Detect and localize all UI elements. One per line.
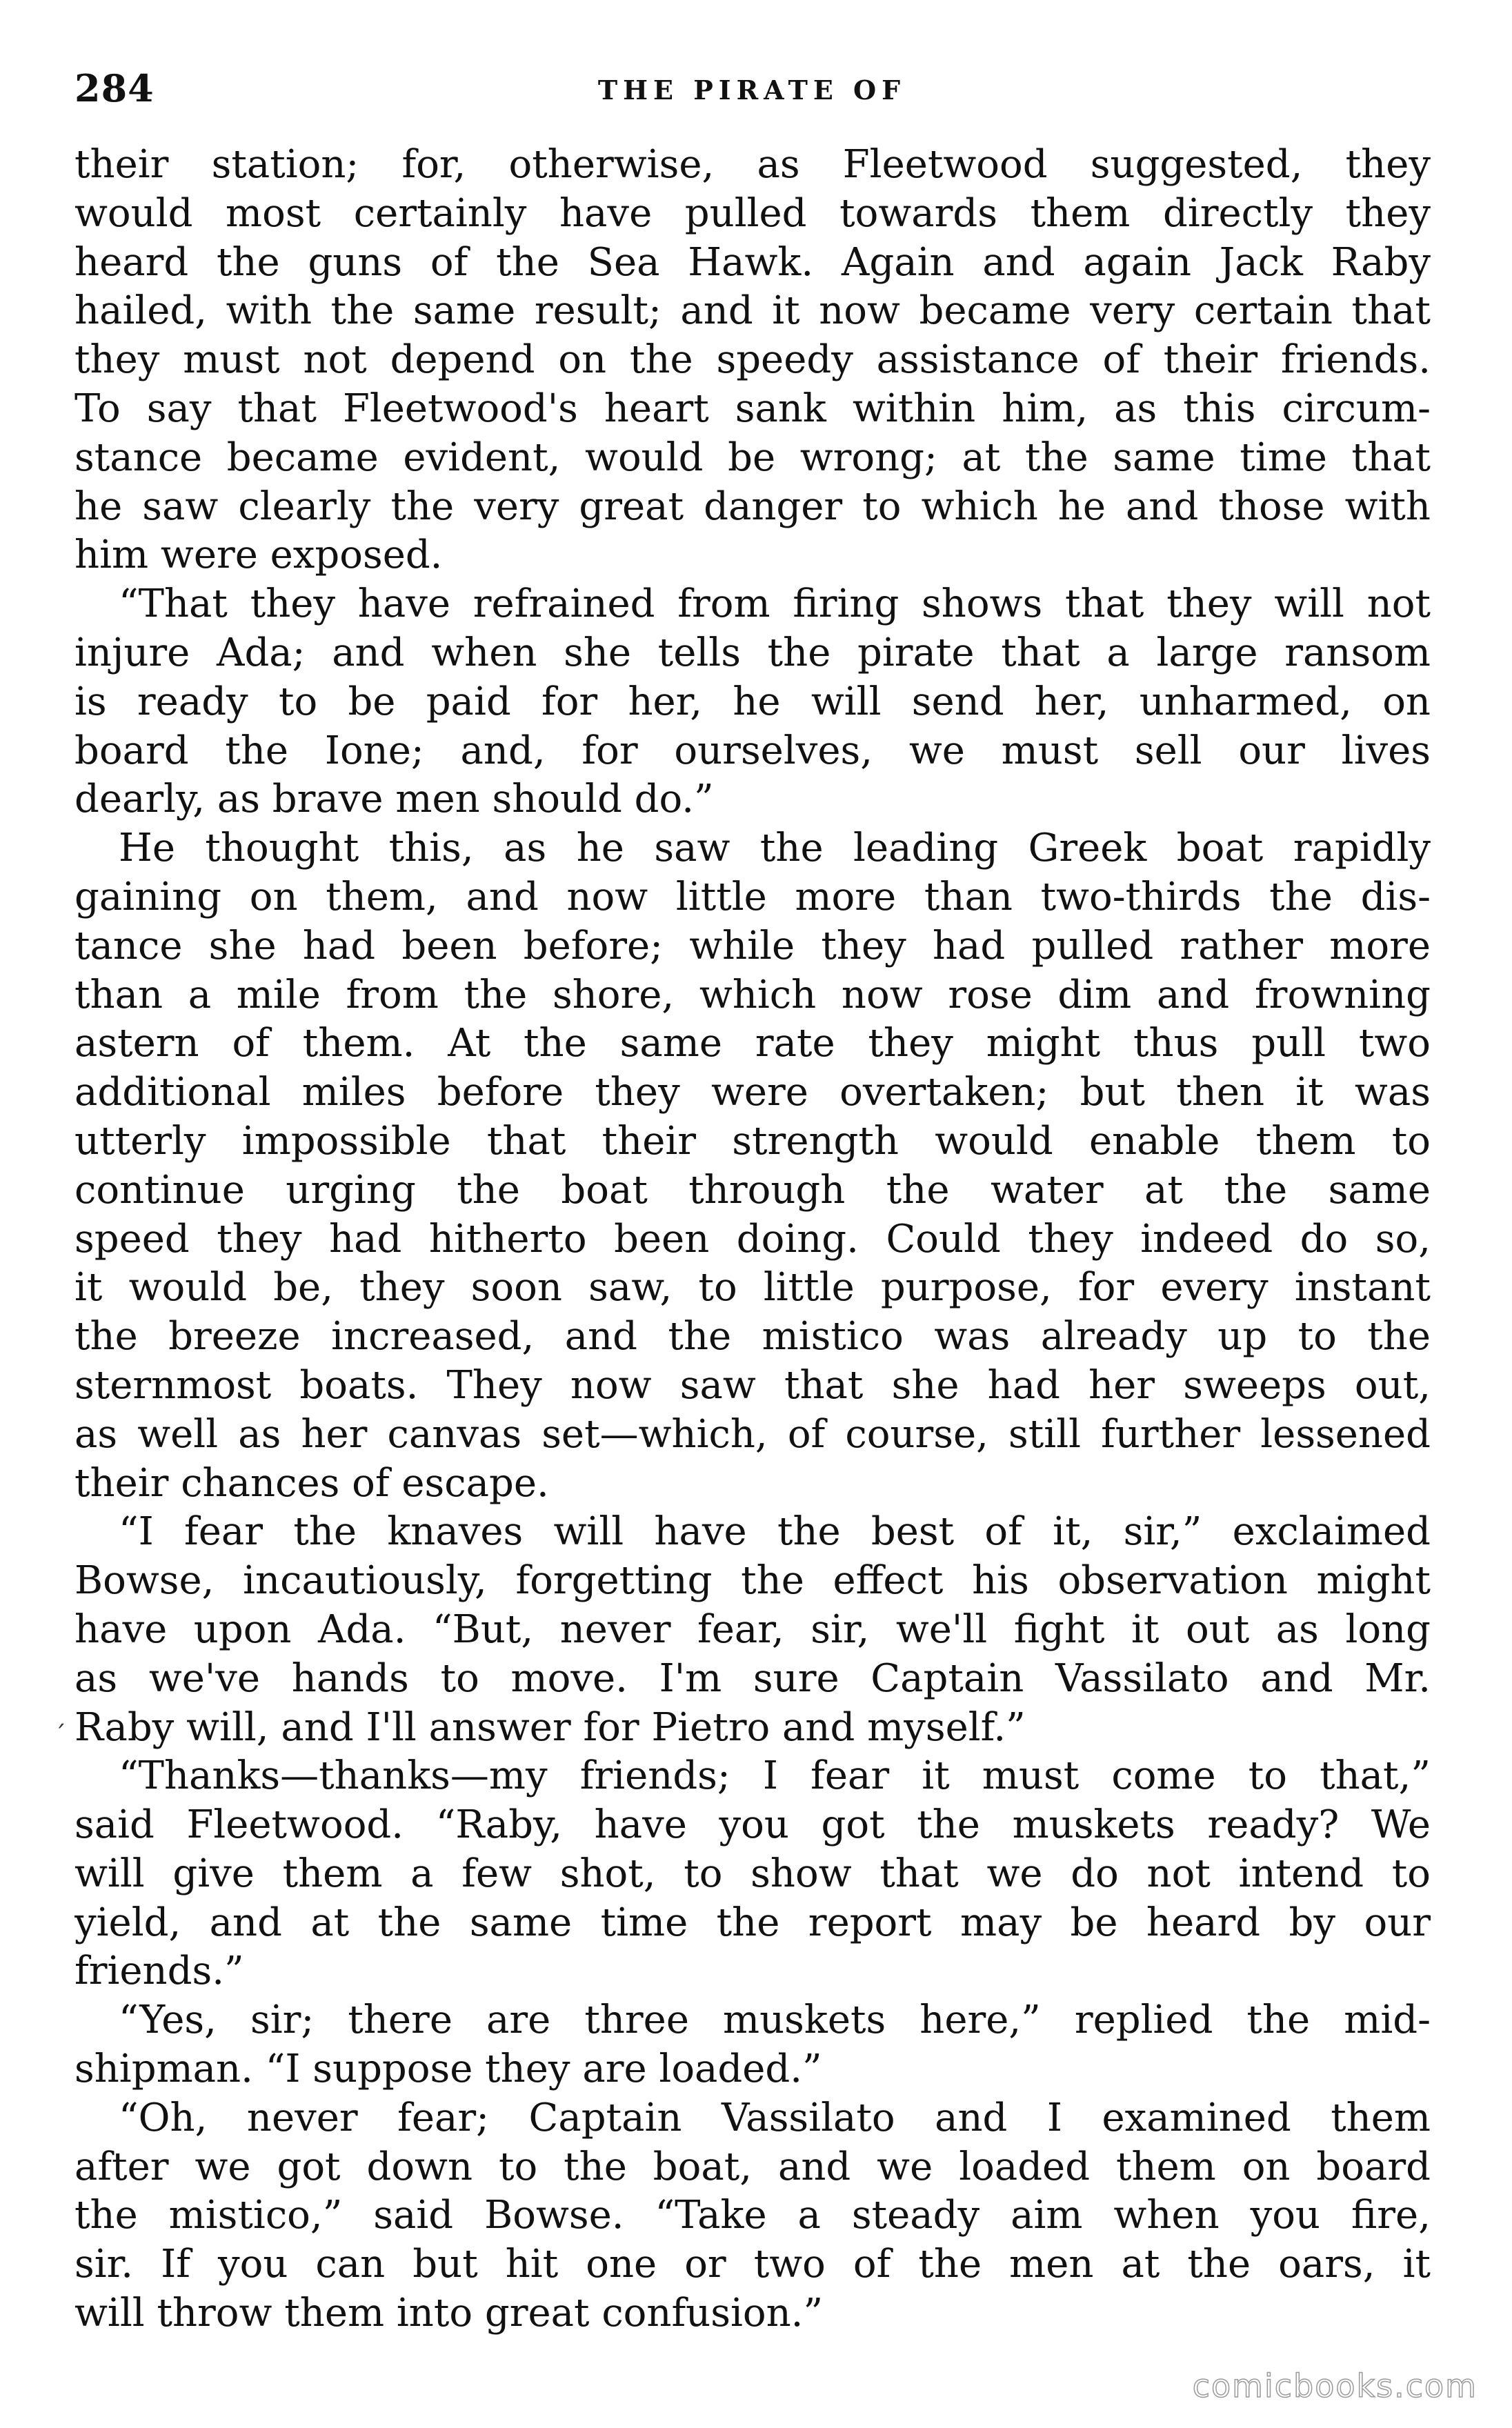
text-line: Bowse, incautiously, forgetting the effect his observation might [74, 1558, 1431, 1604]
text-line: is ready to be paid for her, he will send her, unharmed, on [74, 679, 1431, 724]
text-line: than a mile from the shore, which now rose dim and frowning [74, 972, 1431, 1017]
text-line: they must not depend on the speedy assistance of their friends. [74, 337, 1431, 383]
text-line: injure Ada; and when she tells the pirate that a large ransom [74, 630, 1431, 675]
watermark: comicbooks.com [1192, 2367, 1478, 2405]
text-line: he saw clearly the very great danger to which he and those with [74, 484, 1431, 529]
text-line: the mistico,” said Bowse. “Take a steady aim when you fire, [74, 2193, 1431, 2238]
text-line: their chances of escape. [74, 1460, 549, 1506]
text-line: stance became evident, would be wrong; at the same time that [74, 435, 1431, 480]
margin-mark: ˊ [54, 1722, 66, 1750]
text-line: yield, and at the same time the report may be heard by our [74, 1900, 1431, 1945]
running-head: THE PIRATE OF [597, 74, 906, 106]
text-line: have upon Ada. “But, never fear, sir, we'll fight it out as long [74, 1606, 1431, 1652]
text-line: “That they have refrained from firing shows that they will not [119, 581, 1431, 627]
body-text [74, 141, 1431, 2338]
text-line: him were exposed. [74, 533, 443, 578]
text-line: Raby will, and I'll answer for Pietro and myself.” [74, 1704, 1026, 1750]
text-line: continue urging the boat through the water at the same [74, 1167, 1431, 1213]
text-line: will give them a few shot, to show that we do not intend to [74, 1851, 1431, 1896]
page-number: 284 [74, 66, 155, 110]
text-line: will throw them into great confusion.” [74, 2291, 824, 2336]
text-line: gaining on them, and now little more than two-thirds the dis- [74, 874, 1431, 919]
text-line: their station; for, otherwise, as Fleetwood suggested, they [74, 142, 1431, 187]
text-line: speed they had hitherto been doing. Could they indeed do so, [74, 1216, 1431, 1262]
text-line: additional miles before they were overtaken; but then it was [74, 1070, 1431, 1115]
text-line: hailed, with the same result; and it now became very certain that [74, 288, 1431, 334]
text-line: He thought this, as he saw the leading Greek boat rapidly [119, 826, 1431, 871]
text-line: utterly impossible that their strength would enable them to [74, 1118, 1431, 1164]
text-line: sir. If you can but hit one or two of the men at the oars, it [74, 2242, 1431, 2287]
text-line: said Fleetwood. “Raby, have you got the muskets ready? We [74, 1802, 1431, 1848]
text-line: “Oh, never fear; Captain Vassilato and I examined them [119, 2095, 1431, 2140]
text-line: dearly, as brave men should do.” [74, 777, 714, 822]
text-line: would most certainly have pulled towards them directly they [74, 190, 1431, 236]
text-line: as we've hands to move. I'm sure Captain Vassilato and Mr. [74, 1655, 1431, 1701]
text-line: it would be, they soon saw, to little purpose, for every instant [74, 1265, 1431, 1311]
text-line: heard the guns of the Sea Hawk. Again and again Jack Raby [74, 239, 1431, 285]
text-line: To say that Fleetwood's heart sank within him, as this circum- [74, 386, 1431, 431]
text-line: after we got down to the boat, and we loaded them on board [74, 2144, 1431, 2189]
text-line: “I fear the knaves will have the best of it, sir,” exclaimed [119, 1509, 1431, 1555]
text-line: astern of them. At the same rate they might thus pull two [74, 1021, 1431, 1066]
text-line: “Thanks—thanks—my friends; I fear it must come to that,” [119, 1753, 1431, 1799]
page-header [74, 66, 1429, 115]
text-line: board the Ione; and, for ourselves, we must sell our lives [74, 728, 1431, 773]
text-line: friends.” [74, 1949, 244, 1994]
text-line: the breeze increased, and the mistico was already up to the [74, 1314, 1431, 1360]
text-line: tance she had been before; while they had pulled rather more [74, 923, 1431, 968]
text-line: shipman. “I suppose they are loaded.” [74, 2047, 822, 2092]
text-line: sternmost boats. They now saw that she had her sweeps out, [74, 1362, 1431, 1408]
text-line: “Yes, sir; there are three muskets here,” replied the mid- [119, 1998, 1431, 2043]
text-line: as well as her canvas set—which, of course, still further lessened [74, 1411, 1431, 1457]
